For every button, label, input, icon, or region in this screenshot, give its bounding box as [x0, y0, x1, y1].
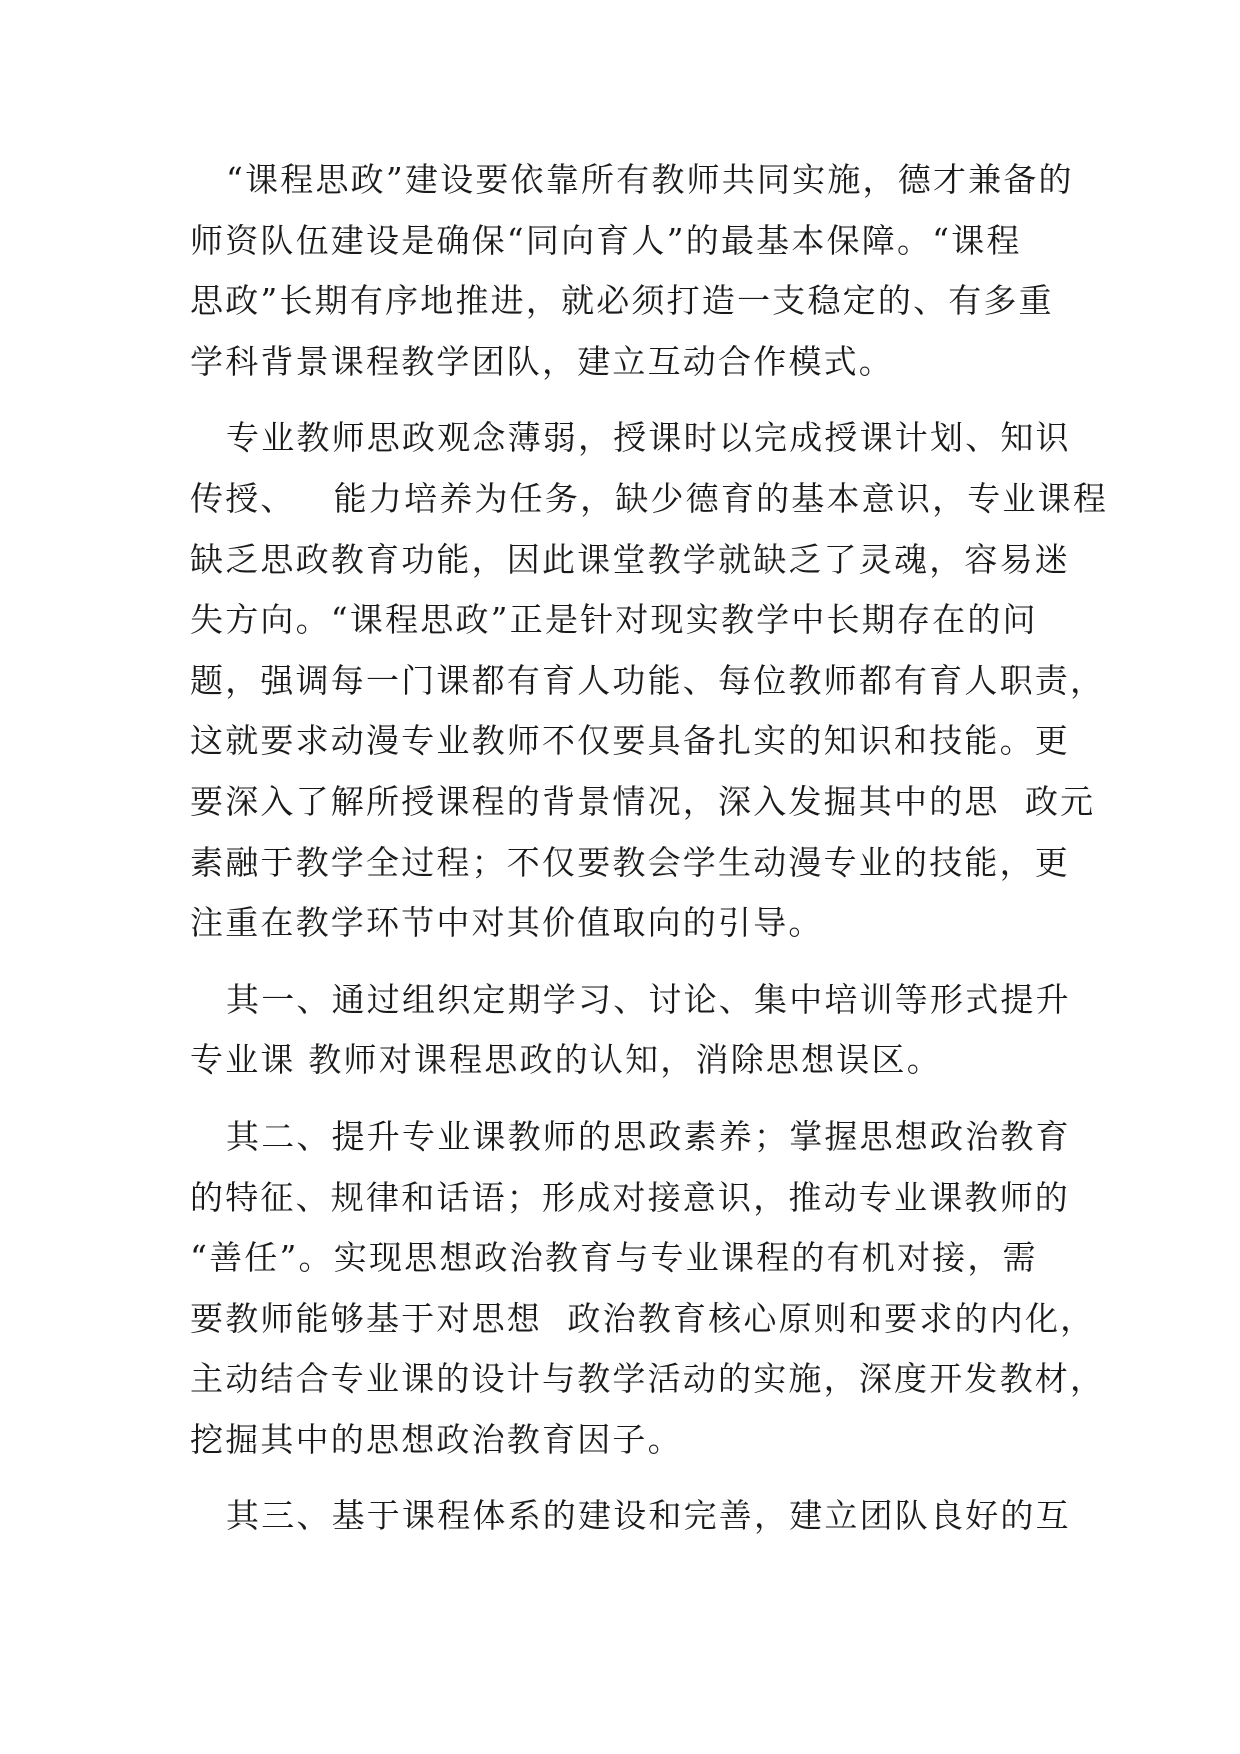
- text-line: 题，强调每一门课都有育人功能、每位教师都有育人职责，: [190, 660, 1106, 700]
- paragraph-gap: [190, 954, 1060, 970]
- text-line: 传授、 能力培养为任务，缺少德育的基本意识，专业课程: [190, 478, 1109, 518]
- text-line: 师资队伍建设是确保“同向育人”的最基本保障。“课程: [190, 220, 1022, 260]
- paragraph-gap: [190, 1470, 1060, 1486]
- text-line: “课程思政”建设要依靠所有教师共同实施，德才兼备的: [226, 160, 1074, 199]
- text-line: 的特征、规律和话语；形成对接意识，推动专业课教师的: [190, 1177, 1070, 1217]
- paragraph-gap: [190, 392, 1060, 408]
- paragraph-3: [190, 970, 1071, 1091]
- text-line: 学科背景课程教学团队，建立互动合作模式。: [190, 341, 894, 381]
- text-line: 注重在教学环节中对其价值取向的引导。: [190, 903, 824, 943]
- text-line: 失方向。“课程思政”正是针对现实教学中长期存在的问: [190, 600, 1038, 640]
- text-line: 思政”长期有序地推进，就必须打造一支稳定的、有多重: [190, 281, 1054, 321]
- paragraph-2: [190, 408, 1109, 953]
- text-line: “善任”。实现思想政治教育与专业课程的有机对接，需: [190, 1238, 1038, 1278]
- text-line: 要教师能够基于对思想 政治教育核心原则和要求的内化，: [190, 1298, 1096, 1338]
- text-line: 要深入了解所授课程的背景情况，深入发掘其中的思 政元: [190, 781, 1096, 821]
- text-line: 其三、基于课程体系的建设和完善，建立团队良好的互: [226, 1496, 1071, 1536]
- paragraph-1: [190, 150, 1074, 392]
- text-line: 挖掘其中的思想政治教育因子。: [190, 1419, 683, 1459]
- text-line: 素融于教学全过程；不仅要教会学生动漫专业的技能，更: [190, 842, 1070, 882]
- text-line: 其一、通过组织定期学习、讨论、集中培训等形式提升: [226, 979, 1071, 1019]
- text-line: 专业教师思政观念薄弱，授课时以完成授课计划、知识: [226, 418, 1071, 458]
- text-line: 缺乏思政教育功能，因此课堂教学就缺乏了灵魂，容易迷: [190, 539, 1070, 579]
- paragraph-4: [190, 1107, 1106, 1471]
- text-line: 专业课 教师对课程思政的认知，消除思想误区。: [190, 1040, 942, 1080]
- text-line: 其二、提升专业课教师的思政素养；掌握思想政治教育: [226, 1116, 1071, 1156]
- text-line: 这就要求动漫专业教师不仅要具备扎实的知识和技能。更: [190, 721, 1070, 761]
- paragraph-5: [190, 1486, 1071, 1547]
- body-text: [190, 150, 1109, 1547]
- paragraph-gap: [190, 1091, 1060, 1107]
- text-line: 主动结合专业课的设计与教学活动的实施，深度开发教材，: [190, 1359, 1106, 1399]
